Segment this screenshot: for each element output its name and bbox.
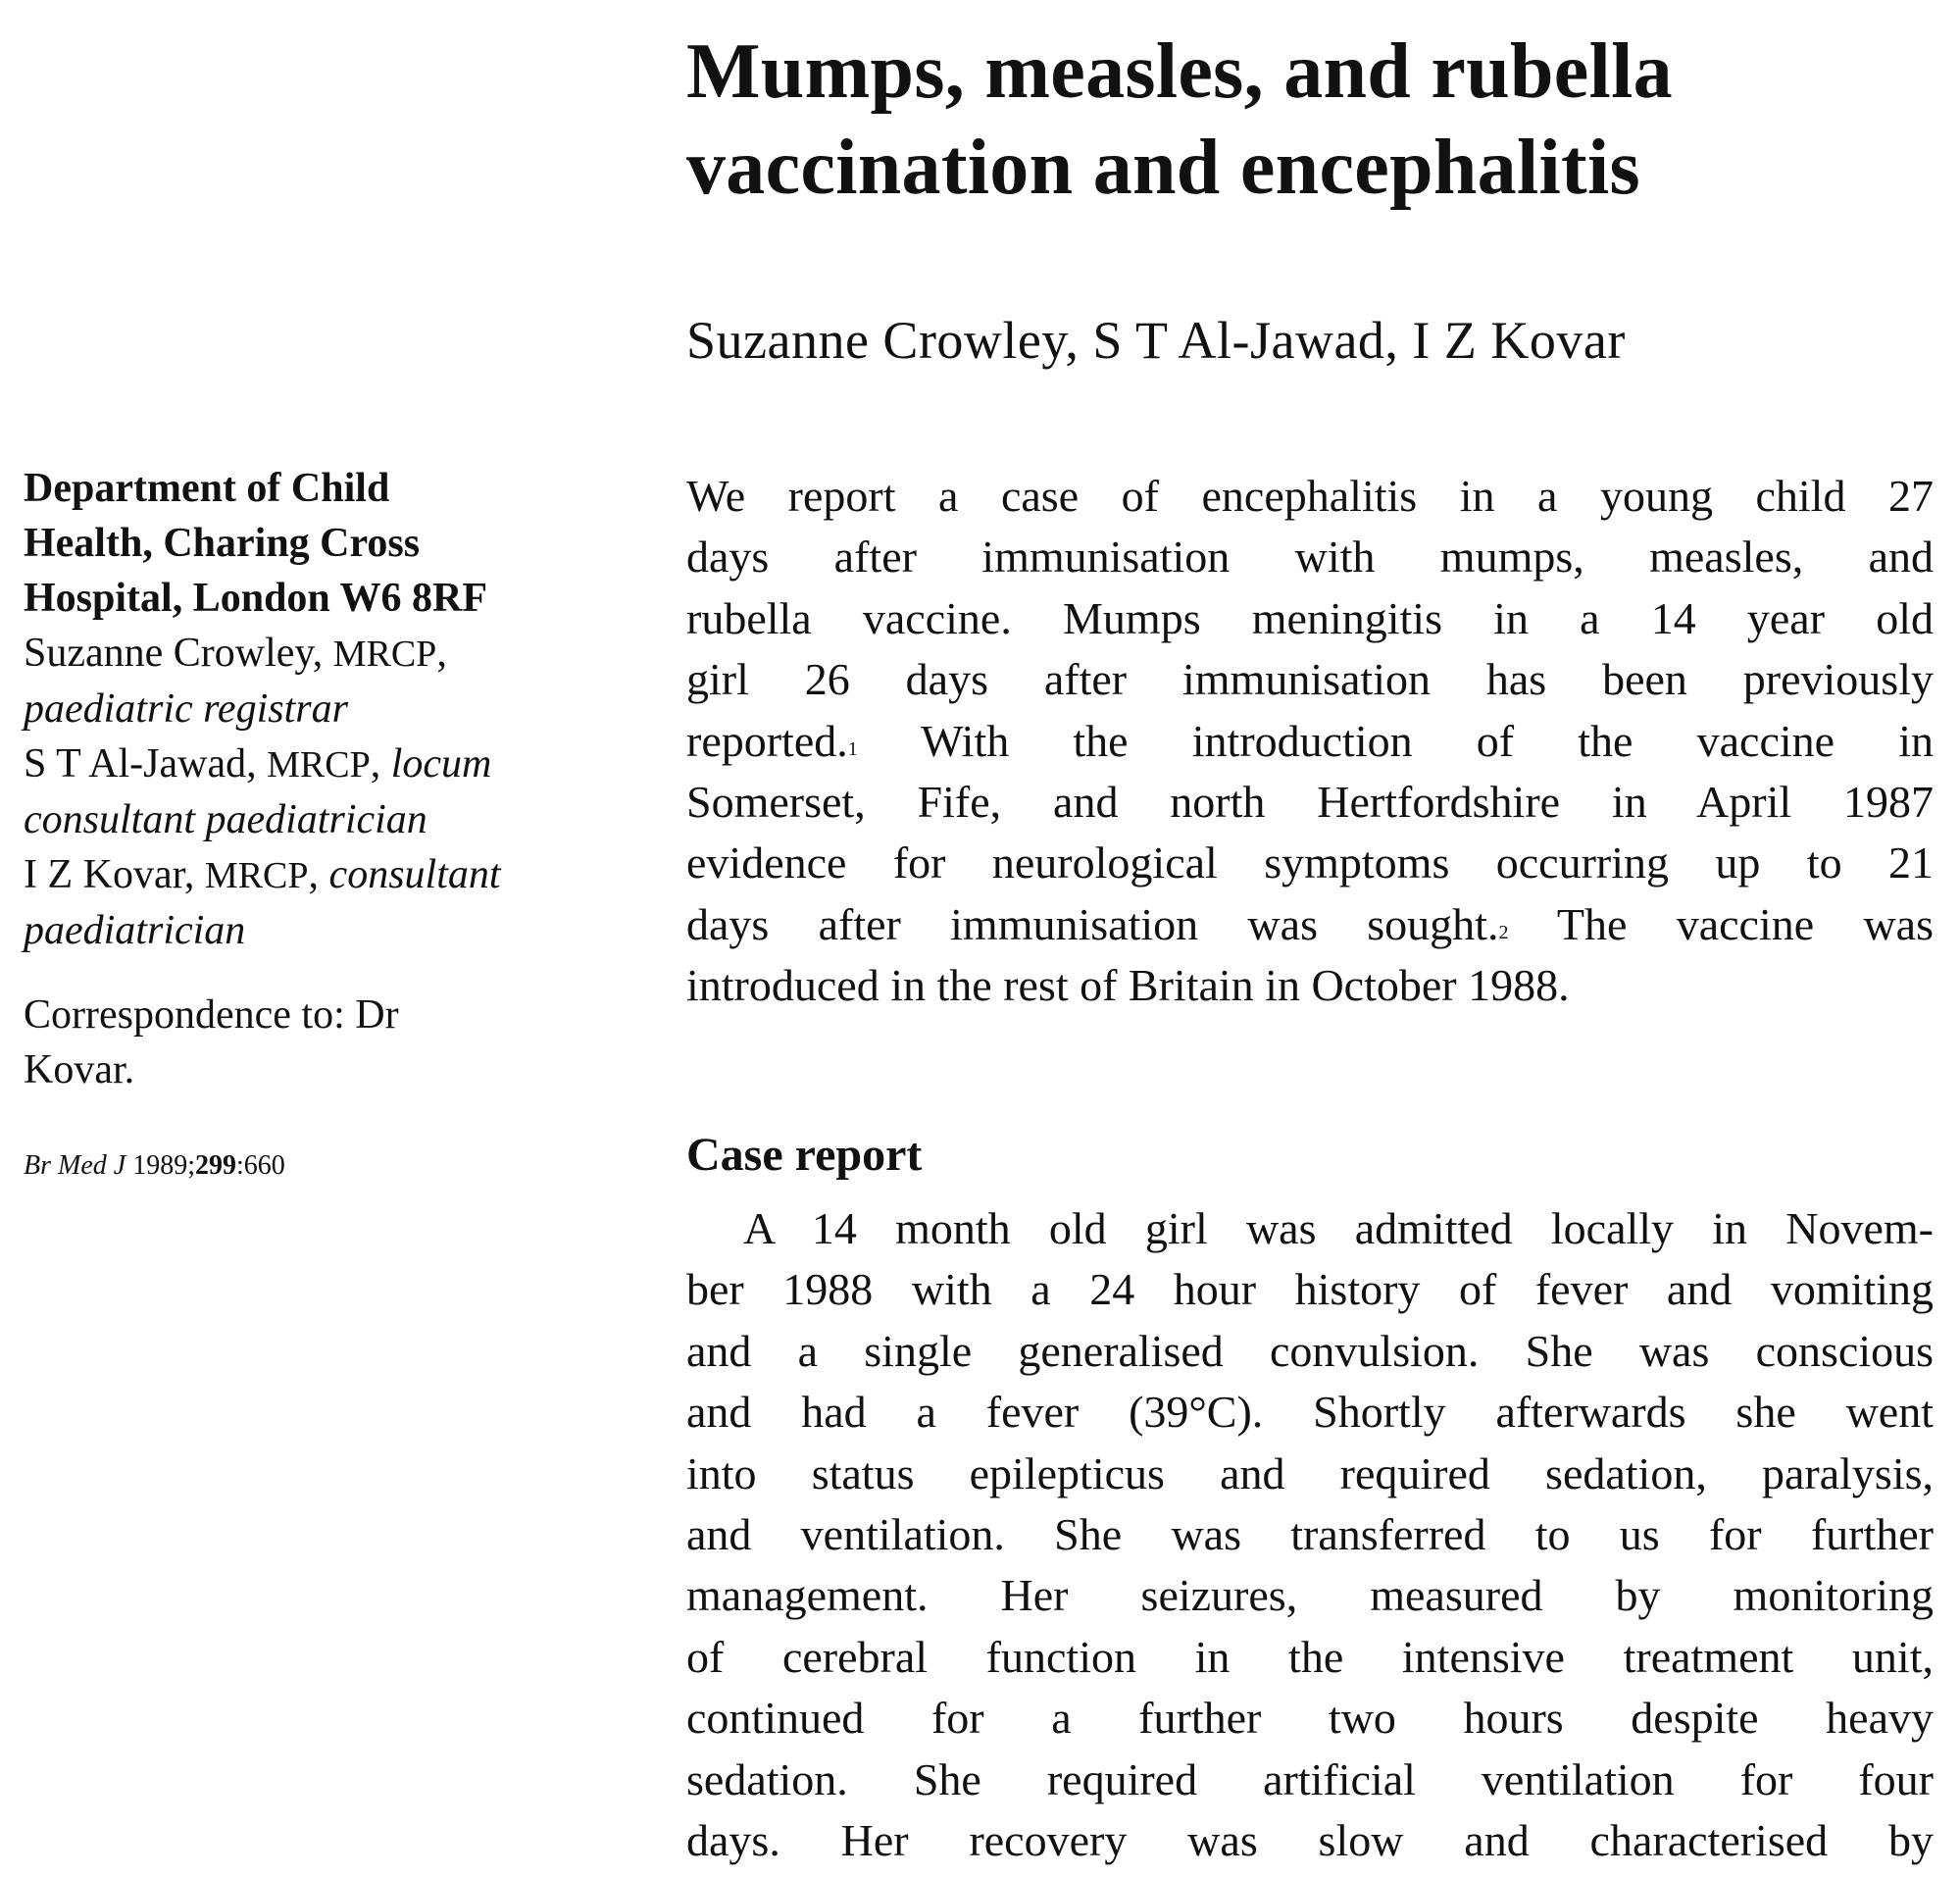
author-list: Suzanne Crowley, S T Al-Jawad, I Z Kovar bbox=[686, 311, 1626, 370]
author-2-affiliation: S T Al-Jawad, MRCP, locum bbox=[24, 741, 492, 786]
case-line: and a single generalised convulsion. She was conscious bbox=[686, 1325, 1934, 1376]
abstract-line: introduced in the rest of Britain in October 1988. bbox=[686, 960, 1570, 1011]
case-line: and had a fever (39°C). Shortly afterwards she went bbox=[686, 1387, 1934, 1438]
case-line: and ventilation. She was transferred to us for further bbox=[686, 1509, 1934, 1560]
title-line: Mumps, measles, and rubella bbox=[686, 28, 1673, 115]
citation-journal: Br Med J bbox=[24, 1150, 126, 1181]
author-2-role-b: consultant paediatrician bbox=[24, 797, 427, 842]
author-3-role-a: consultant bbox=[328, 852, 501, 897]
abstract-line: We report a case of encephalitis in a young child 27 bbox=[686, 471, 1934, 521]
case-line: of cerebral function in the intensive treatment unit, bbox=[686, 1631, 1934, 1682]
abstract-segment: The vaccine was bbox=[1556, 898, 1934, 949]
reference-2: 2 bbox=[1498, 921, 1509, 943]
case-line: days. Her recovery was slow and characterised by bbox=[686, 1815, 1934, 1866]
correspondence-line: Kovar. bbox=[24, 1047, 135, 1092]
abstract-segment: With the introduction of the vaccine in bbox=[921, 715, 1935, 766]
case-line: ber 1988 with a 24 hour history of fever and vomiting bbox=[686, 1264, 1934, 1315]
author-1-affiliation: Suzanne Crowley, MRCP, bbox=[24, 631, 447, 676]
section-heading-case-report: Case report bbox=[686, 1129, 923, 1181]
journal-citation bbox=[24, 1146, 612, 1186]
abstract-line bbox=[686, 894, 1934, 955]
author-3-affiliation: I Z Kovar, MRCP, consultant bbox=[24, 852, 501, 897]
abstract-line: Somerset, Fife, and north Hertfordshire in April 1987 bbox=[686, 777, 1934, 828]
author-2-degree: MRCP bbox=[267, 744, 371, 786]
case-line: continued for a further two hours despite heavy bbox=[686, 1693, 1934, 1744]
case-report-paragraph bbox=[686, 1198, 1934, 1871]
abstract-line: days after immunisation with mumps, measles, and bbox=[686, 532, 1934, 583]
affiliation-sidebar bbox=[24, 461, 612, 1186]
abstract-line: evidence for neurological symptoms occurring up to 21 bbox=[686, 837, 1934, 888]
case-line: A 14 month old girl was admitted locally in Novem- bbox=[743, 1203, 1934, 1253]
citation-year: 1989; bbox=[126, 1150, 195, 1181]
abstract-paragraph bbox=[686, 466, 1934, 1017]
citation-page: :660 bbox=[235, 1150, 285, 1181]
department-line: Hospital, London W6 8RF bbox=[24, 576, 488, 621]
author-2-role-a: locum bbox=[390, 741, 492, 786]
author-3-role-b: paediatrician bbox=[24, 908, 246, 953]
citation-volume: 299 bbox=[194, 1150, 236, 1181]
case-line: sedation. She required artificial ventilation for four bbox=[686, 1753, 1934, 1804]
title-line: vaccination and encephalitis bbox=[686, 125, 1640, 211]
article-title bbox=[686, 24, 1941, 216]
correspondence bbox=[24, 988, 612, 1097]
reference-1: 1 bbox=[847, 737, 858, 760]
abstract-line: girl 26 days after immunisation has been previously bbox=[686, 654, 1934, 705]
abstract-segment: days after immunisation was sought. bbox=[686, 898, 1499, 949]
case-line: into status epilepticus and required sedation, paralysis, bbox=[686, 1447, 1934, 1498]
case-line: management. Her seizures, measured by monitoring bbox=[686, 1570, 1934, 1621]
author-1-role: paediatric registrar bbox=[24, 686, 348, 732]
abstract-segment: reported. bbox=[686, 715, 848, 766]
correspondence-line: Correspondence to: Dr bbox=[24, 992, 399, 1038]
author-1-degree: MRCP bbox=[332, 634, 437, 675]
author-3-degree: MRCP bbox=[204, 855, 309, 896]
author-2-name: S T Al-Jawad, bbox=[24, 741, 268, 786]
author-1-name: Suzanne Crowley, bbox=[24, 631, 333, 676]
department-line: Health, Charing Cross bbox=[24, 521, 421, 566]
department-line: Department of Child bbox=[24, 466, 390, 511]
abstract-line bbox=[686, 711, 1934, 772]
author-3-name: I Z Kovar, bbox=[24, 852, 205, 897]
abstract-line: rubella vaccine. Mumps meningitis in a 14 year old bbox=[686, 592, 1934, 643]
